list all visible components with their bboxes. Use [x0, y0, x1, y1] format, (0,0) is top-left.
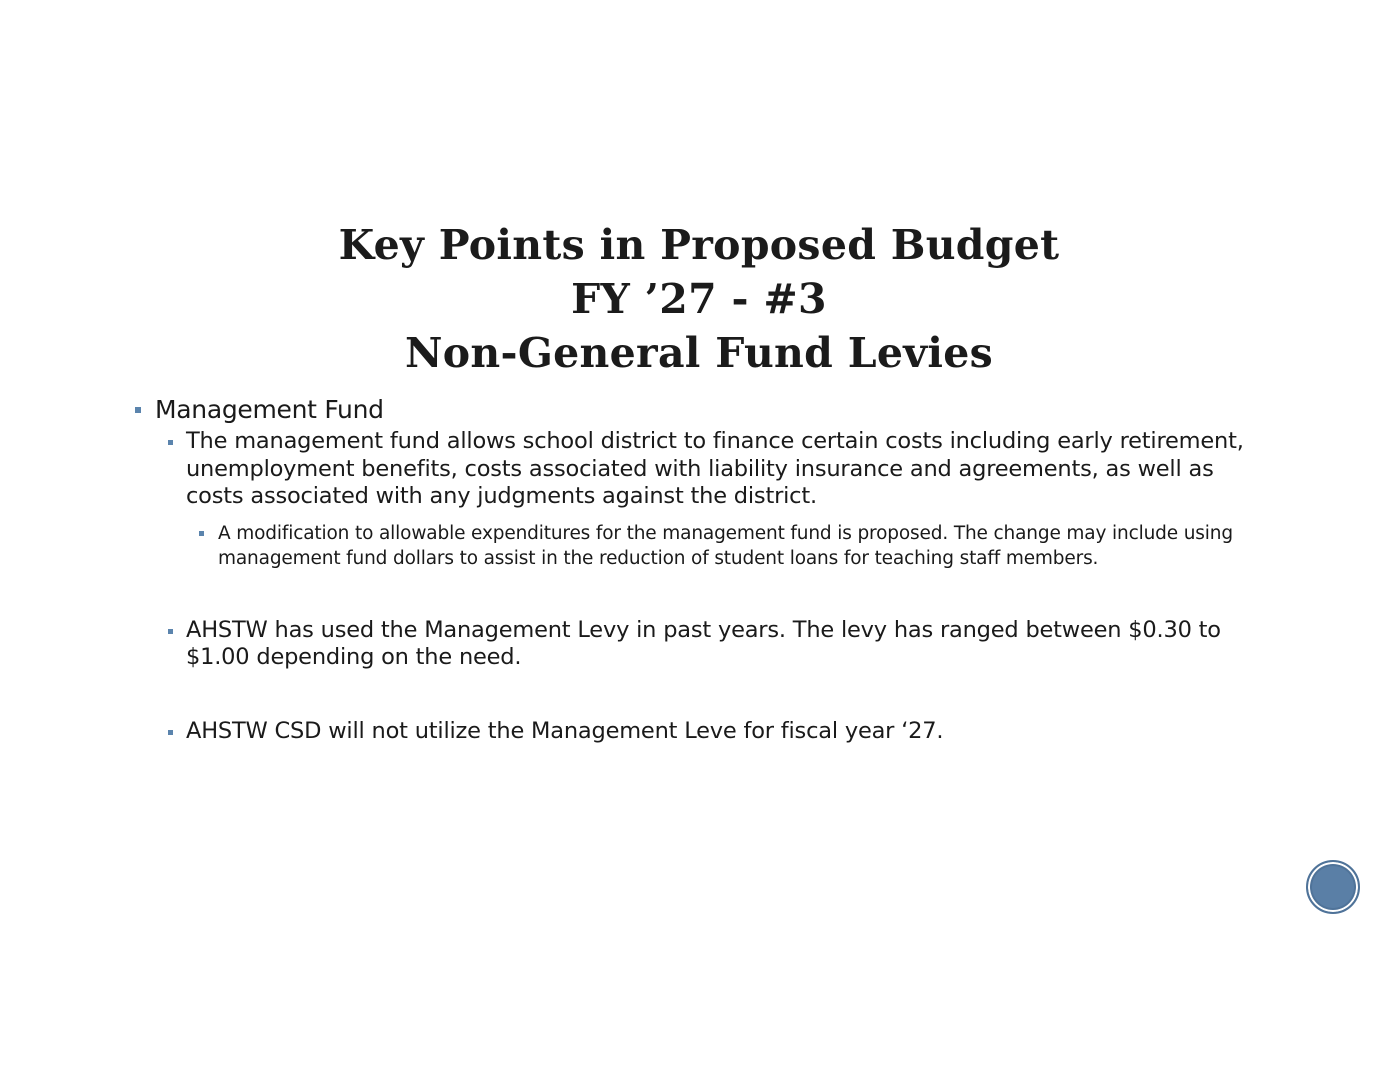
- square-bullet-icon: [168, 730, 173, 735]
- title-line-1: Key Points in Proposed Budget: [338, 221, 1060, 269]
- bullet-levy-history: [165, 617, 1274, 672]
- bullet-text: The management fund allows school district to finance certain costs including early retirement, unemployment benefits, costs associated with liability insurance and agreements, as well as costs associated with any judgments against the district.: [186, 428, 1244, 509]
- bullet-fy27-plan: [165, 718, 1274, 746]
- bullet-fund-description: [165, 428, 1274, 511]
- bullet-text: AHSTW has used the Management Levy in past years. The levy has ranged between $0.30 to $1.00 depending on the need.: [186, 616, 1221, 670]
- slide-title: [0, 218, 1398, 380]
- bullet-text: Management Fund: [155, 395, 384, 424]
- square-bullet-icon: [168, 629, 173, 634]
- bullet-list: [134, 393, 1274, 745]
- bullet-management-fund: [134, 393, 1274, 427]
- square-bullet-icon: [168, 440, 173, 445]
- bullet-text: AHSTW CSD will not utilize the Management Leve for fiscal year ‘27.: [186, 717, 944, 744]
- bullet-modification-note: [197, 521, 1274, 571]
- title-line-2: FY ’27 - #3: [571, 275, 827, 323]
- square-bullet-icon: [199, 531, 204, 536]
- title-line-3: Non-General Fund Levies: [405, 329, 993, 377]
- square-bullet-icon: [135, 407, 141, 413]
- page-number-circle-icon: [1306, 860, 1360, 914]
- bullet-text: A modification to allowable expenditures for the management fund is proposed. The change may include using management fund dollars to assist in the reduction of student loans for teaching staff members.: [218, 522, 1233, 569]
